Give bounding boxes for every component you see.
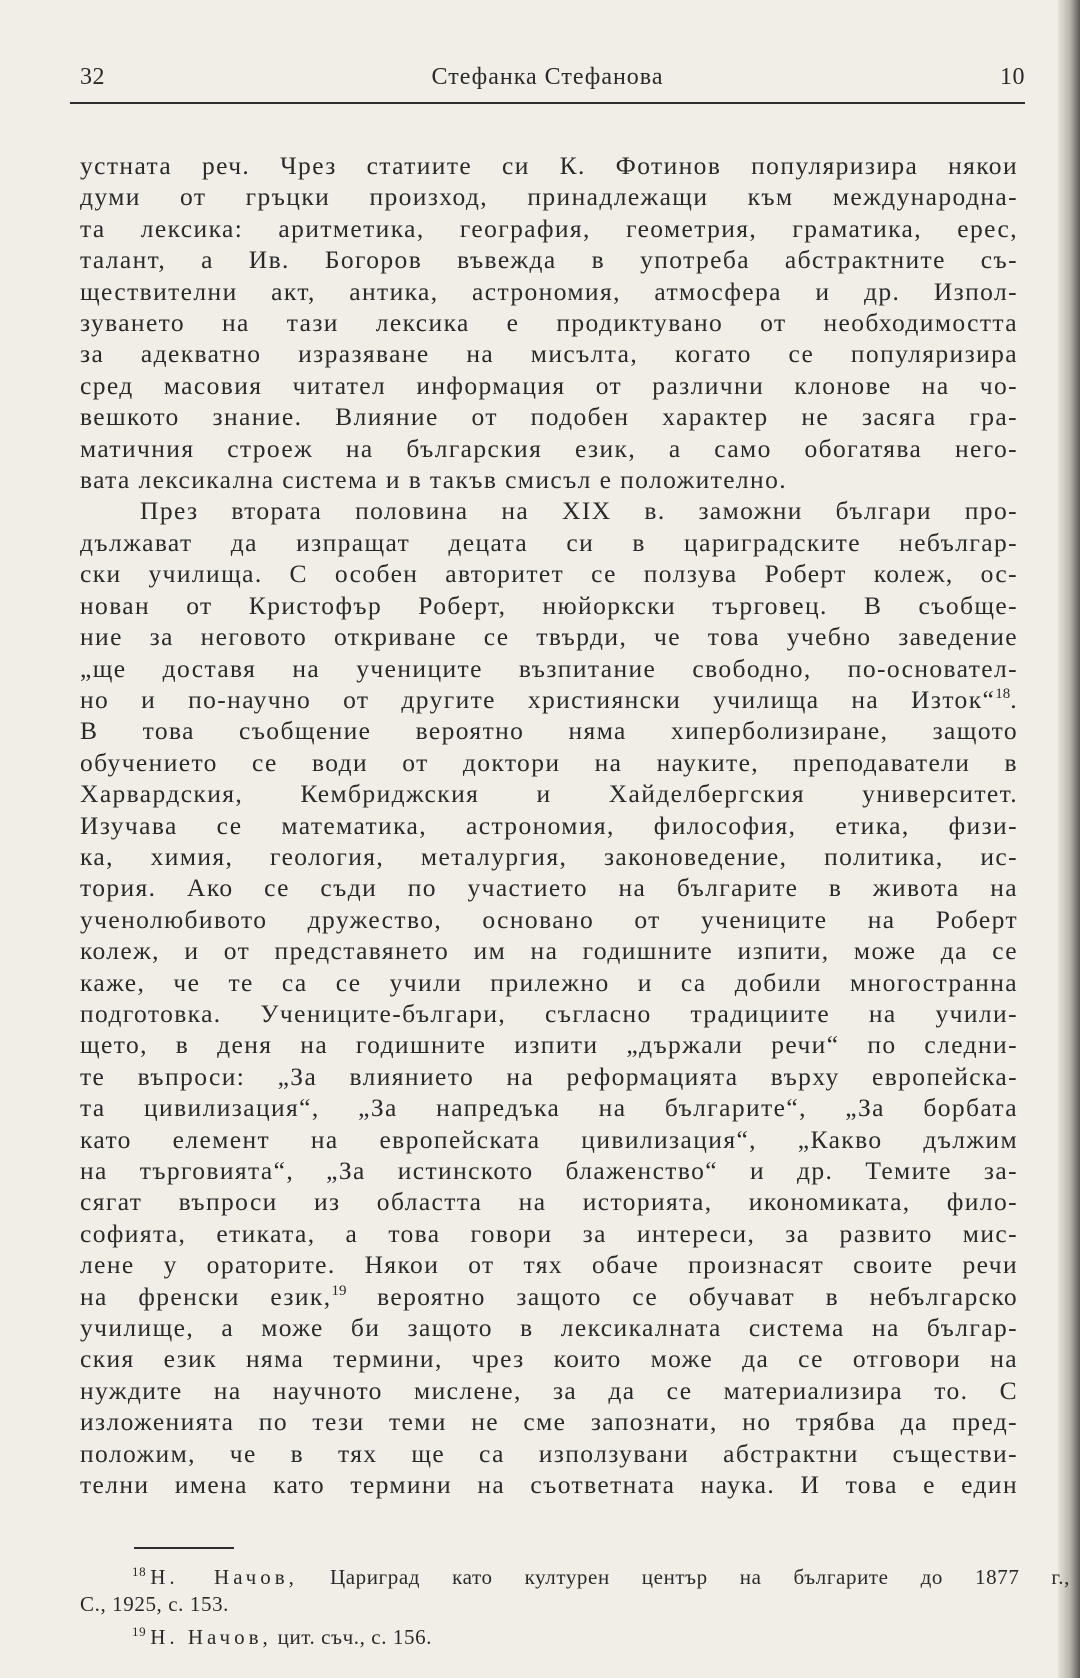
text-line: нуждите на научното мислене, за да се материализира то. С	[80, 1375, 1018, 1405]
text-line: зуването на тази лексика е продиктувано от необходимостта	[80, 308, 1018, 338]
footnote-number: 19	[132, 1624, 147, 1639]
text-line: ществителни акт, антика, астрономия, атмосфера и др. Изпол-	[80, 276, 1018, 306]
footnote-ref-18[interactable]: 18	[995, 685, 1011, 702]
footnote-author: Н. Начов,	[150, 1565, 298, 1589]
text-line: ски училища. С особен авторитет се ползува Роберт колеж, ос-	[80, 559, 1018, 589]
chapter-number: 10	[1000, 64, 1025, 90]
text-line: на търговията“, „За истинското блаженство“ и др. Темите за-	[80, 1156, 1018, 1185]
text-line: сягат въпроси из областта на историята, икономиката, фило-	[80, 1187, 1018, 1217]
footnote-18-continuation: С., 1925, с. 153.	[80, 1592, 230, 1616]
footnote-text: Цариград като културен център на българите до 1877 г.,	[329, 1565, 1070, 1589]
footnote-rule	[134, 1547, 234, 1549]
text-line: устната реч. Чрез статиите си К. Фотинов популяризира някои	[80, 151, 1018, 180]
text-line-with-ref-19	[80, 1281, 1018, 1312]
text-fragment: .	[1010, 684, 1018, 714]
text-line: нован от Кристофър Роберт, нюйоркски търговец. В съобще-	[80, 590, 1018, 620]
text-line: подготовка. Учениците-българи, съгласно традициите на учили-	[80, 998, 1018, 1028]
header-rule	[70, 102, 1025, 104]
footnote-18	[80, 1558, 1070, 1591]
text-line: телни имена като термини на съответната наука. И това е един	[80, 1470, 1018, 1500]
text-line: училище, а може би защото в лексикалната система на българ-	[80, 1313, 1018, 1343]
text-line: вата лексикална система и в такъв смисъл е положително.	[80, 465, 788, 495]
footnote-author: Н. Начов,	[150, 1625, 272, 1649]
running-header	[70, 58, 1025, 102]
text-line: ка, химия, геология, металургия, законоведение, политика, ис-	[80, 841, 1018, 871]
footnote-19	[80, 1618, 1018, 1651]
text-line: обучението се води от доктори на науките, преподаватели в	[80, 747, 1018, 777]
text-fragment: на френски език,	[80, 1281, 332, 1311]
text-line: щето, в деня на годишните изпити „държали речи“ по следни-	[80, 1030, 1018, 1060]
text-line: като елемент на европейската цивилизация“, „Какво дължим	[80, 1124, 1018, 1154]
text-fragment: но и по-научно от другите християнски училища на Изток“	[80, 684, 996, 714]
paragraph-start-line: През втората половина на XIX в. заможни българи про-	[140, 496, 1018, 526]
text-line: Изучава се математика, астрономия, философия, етика, физи-	[80, 810, 1018, 840]
text-line: Харвардския, Кембриджския и Хайделбергския университет.	[80, 779, 1018, 809]
text-line: тория. Ако се съди по участието на българите в живота на	[80, 873, 1018, 903]
text-line: софията, етиката, а това говори за интереси, за развито мис-	[80, 1218, 1018, 1248]
text-line: колеж, и от представянето им на годишните изпити, може да се	[80, 936, 1018, 966]
footnotes	[80, 1558, 1070, 1651]
page-edge-shadow	[1058, 0, 1080, 1678]
text-line: лене у ораторите. Някои от тях обаче произнасят своите речи	[80, 1250, 1018, 1280]
text-line: ския език няма термини, чрез които може да се отговори на	[80, 1344, 1018, 1374]
text-fragment: вероятно защото се обучават в небългарско	[346, 1281, 1018, 1311]
text-line: те въпроси: „За влиянието на реформацията върху европейска-	[80, 1061, 1018, 1091]
text-line: вешкото знание. Влияние от подобен характер не засяга гра-	[80, 402, 1018, 432]
footnote-text: цит. съч., с. 156.	[277, 1625, 433, 1649]
text-line: „ще доставя на учениците възпитание свободно, по-основател-	[80, 653, 1018, 683]
text-line: положим, че в тях ще са използувани абстрактни съществи-	[80, 1438, 1018, 1468]
text-line: каже, че те са се учили прилежно и са добили многостранна	[80, 967, 1018, 997]
text-line: та лексика: аритметика, география, геометрия, граматика, ерес,	[80, 213, 1018, 243]
running-title: Стефанка Стефанова	[431, 64, 664, 90]
text-line: сред масовия читател информация от различни клонове на чо-	[80, 370, 1018, 400]
text-line: за адекватно изразяване на мисълта, когато се популяризира	[80, 339, 1018, 369]
page-number: 32	[80, 64, 105, 90]
text-line: талант, а Ив. Богоров въвежда в употреба абстрактните съ-	[80, 245, 1018, 275]
text-line: думи от гръцки произход, принадлежащи към международна-	[80, 182, 1018, 212]
text-line: матичния строеж на българския език, а само обогатява него-	[80, 433, 1018, 463]
text-line: ние за неговото откриване се твърди, че това учебно заведение	[80, 622, 1018, 652]
text-line: ученолюбивото дружество, основано от учениците на Роберт	[80, 904, 1018, 934]
footnote-number: 18	[132, 1564, 147, 1579]
text-line-with-ref-18	[80, 684, 1018, 715]
body-text	[80, 150, 1018, 1500]
text-line: изложенията по тези теми не сме запознати, но трябва да пред-	[80, 1407, 1018, 1437]
footnote-ref-19[interactable]: 19	[331, 1282, 347, 1299]
text-line: дължават да изпращат децата си в цариградските небългар-	[80, 527, 1018, 557]
text-line: В това съобщение вероятно няма хиперболизиране, защото	[80, 716, 1018, 746]
text-line: та цивилизация“, „За напредъка на българите“, „За борбата	[80, 1093, 1018, 1123]
